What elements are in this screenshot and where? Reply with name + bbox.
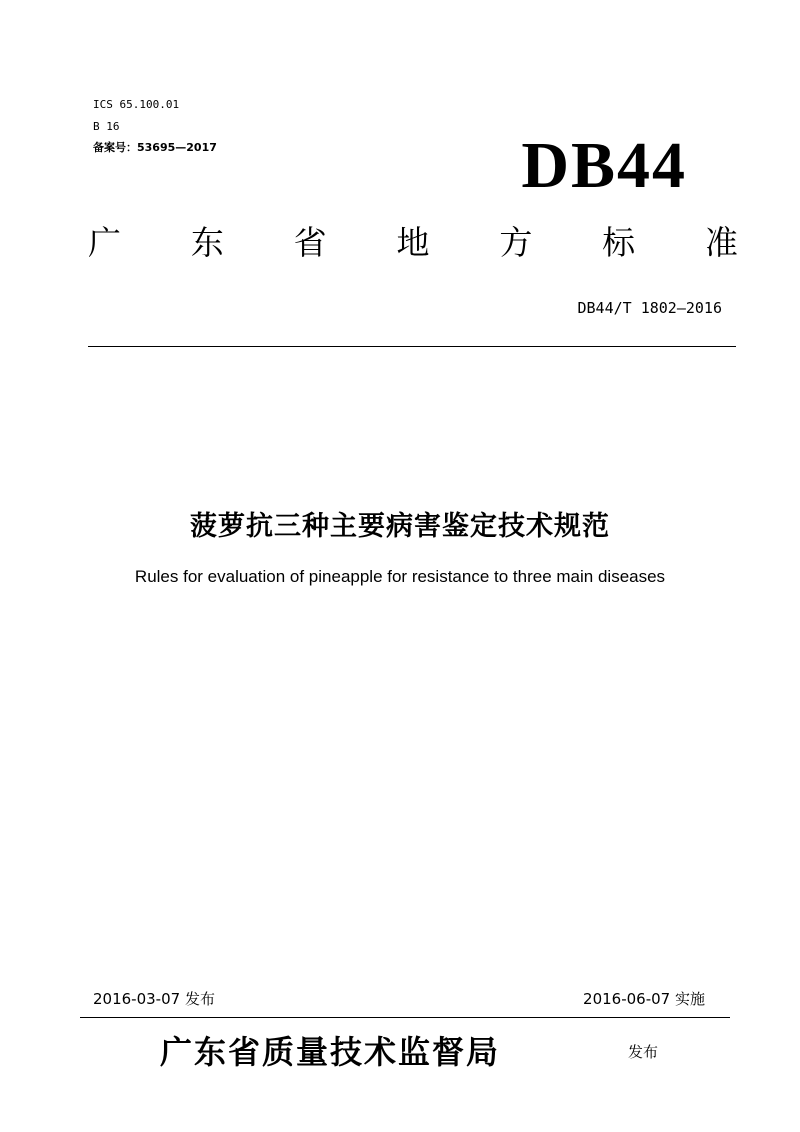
standard-type-heading bbox=[88, 221, 738, 265]
ics-code: ICS 65.100.01 bbox=[93, 98, 180, 111]
standard-type-char: 标 bbox=[602, 223, 636, 262]
standard-type-char: 准 bbox=[704, 223, 738, 262]
record-value: 53695—2017 bbox=[137, 141, 217, 154]
standard-type-char: 东 bbox=[190, 223, 224, 262]
standard-number: DB44/T 1802—2016 bbox=[577, 299, 722, 317]
issue-date: 2016-03-07 发布 bbox=[93, 990, 215, 1008]
standard-type-char: 广 bbox=[88, 223, 121, 262]
document-title-chinese: 菠萝抗三种主要病害鉴定技术规范 bbox=[190, 511, 610, 542]
standard-type-char: 方 bbox=[499, 223, 533, 262]
footer-divider bbox=[80, 1017, 730, 1018]
standard-type-char: 地 bbox=[396, 223, 430, 262]
implement-date: 2016-06-07 实施 bbox=[583, 990, 705, 1008]
standard-type-char: 省 bbox=[293, 223, 327, 262]
record-label: 备案号： bbox=[93, 141, 137, 154]
header-divider bbox=[88, 346, 736, 347]
db44-code: DB44 bbox=[521, 129, 687, 202]
document-title-english: Rules for evaluation of pineapple for resistance to three main diseases bbox=[134, 567, 666, 586]
issuing-authority: 广东省质量技术监督局 bbox=[160, 1033, 501, 1071]
issuer-suffix: 发布 bbox=[628, 1043, 659, 1061]
record-number bbox=[93, 140, 217, 156]
ccs-code: B 16 bbox=[93, 120, 120, 133]
